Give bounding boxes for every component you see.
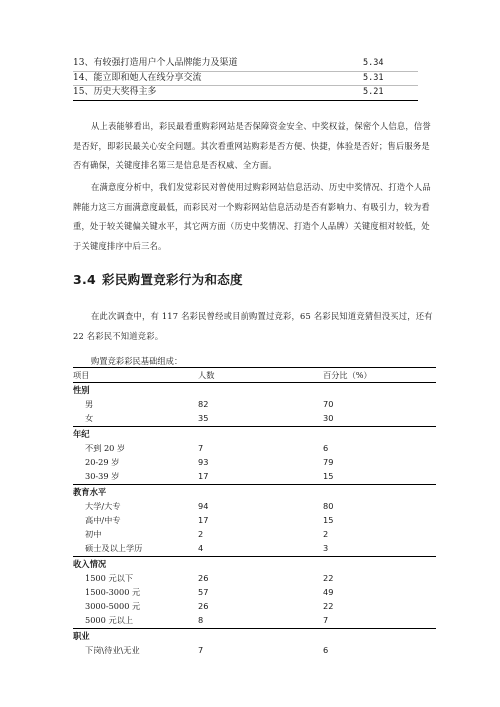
row-count: 17 [198,471,209,481]
row-count: 94 [198,501,209,511]
header-percent: 百分比（%） [323,370,372,380]
row-count: 7 [198,645,204,655]
section-title: 彩民购置竞彩行为和态度 [102,272,243,287]
paragraph-satisfaction-analysis: 在满意度分析中，我们发觉彩民对曾使用过购彩网站信息活动、历史中奖情况、打造个人品牌能力这三方面满意度最低，而彩民对一个购彩网站信息活动是否有影响力、有吸引力，较为看重，处于较关键偏关键水平，其它两方面（历史中奖情况、打造个人品牌）关键度相对较低，处于关键度排序中后三名。 [73,182,431,251]
table-row [73,571,436,585]
row-percent: 6 [323,645,329,655]
row-percent: 2 [323,529,329,539]
row-count: 2 [198,529,204,539]
row-value: 5.34 [363,58,384,68]
table-group [73,557,436,629]
table-row [73,513,436,527]
paragraph-survey-intro: 在此次调查中，有 117 名彩民曾经或目前购置过竞彩，65 名彩民知道竞猜但没买过，还有 22 名彩民不知道竞彩。 [73,311,433,341]
group-title: 职业 [73,631,90,641]
row-item: 硕士及以上学历 [85,543,143,553]
row-item: 高中/中专 [85,515,121,525]
table-row [73,585,436,599]
row-percent: 22 [323,601,334,611]
table-row [73,72,418,87]
table-row [73,57,418,72]
table-row [73,455,436,469]
table-row [73,397,436,411]
row-item: 5000 元以上 [85,615,134,625]
row-item: 1500 元以下 [85,573,134,583]
row-percent: 80 [323,501,334,511]
table-row [73,613,436,627]
group-title: 年纪 [73,429,90,439]
row-value: 5.31 [363,72,384,83]
row-count: 4 [198,543,204,553]
header-count: 人数 [198,370,215,380]
row-percent: 3 [323,543,329,553]
table-row [73,599,436,613]
row-percent: 49 [323,587,334,597]
group-title: 性别 [73,385,90,395]
row-label: 15、历史大奖得主多 [73,87,157,97]
row-count: 8 [198,615,204,625]
row-percent: 7 [323,615,329,625]
row-count: 35 [198,413,209,423]
table-row [73,86,418,101]
table-row [73,527,436,541]
row-item: 大学/大专 [85,501,121,511]
header-item: 项目 [73,370,90,380]
row-item: 1500-3000 元 [85,587,141,597]
table-row [73,499,436,513]
row-count: 26 [198,573,209,583]
row-count: 57 [198,587,209,597]
row-count: 17 [198,515,209,525]
table-group [73,427,436,485]
table-row [73,643,436,657]
row-item: 男 [85,399,94,409]
section-number: 3.4 [73,272,97,287]
table-group [73,629,436,658]
row-item: 30-39 岁 [85,471,120,481]
row-percent: 6 [323,443,329,453]
group-title: 收入情况 [73,559,107,569]
table-header-row [73,368,436,383]
group-title: 教育水平 [73,487,107,497]
group-title-row [73,485,436,499]
table-group [73,485,436,557]
row-count: 93 [198,457,209,467]
group-title-row [73,383,436,397]
row-label: 14、能立即和她人在线分享交流 [73,72,202,83]
row-percent: 22 [323,573,334,583]
row-item: 20-29 岁 [85,457,120,467]
section-heading [73,270,243,288]
importance-ranking-table [73,57,418,101]
row-item: 不到 20 岁 [85,443,126,453]
paragraph-importance-summary: 从上表能够看出，彩民最看重购彩网站是否保障资金安全、中奖权益，保密个人信息，信誉是否好，即彩民最关心安全问题。其次看重网站购彩是否方便、快捷，体验是否好；售后服务是否有确保，关键度排名第三是信息是否权威、全方面。 [73,121,431,170]
table-group [73,383,436,427]
row-item: 下岗\待业\无业 [85,645,140,655]
row-item: 初中 [85,529,102,539]
row-count: 7 [198,443,204,453]
row-item: 3000-5000 元 [85,601,141,611]
table-caption: 购置竞彩彩民基础组成： [91,356,183,366]
table-row [73,541,436,555]
row-percent: 15 [323,515,334,525]
row-percent: 30 [323,413,334,423]
group-title-row [73,427,436,441]
row-percent: 15 [323,471,334,481]
row-value: 5.21 [363,87,384,97]
row-label: 13、有较强打造用户个人品牌能力及渠道 [73,58,238,68]
group-title-row [73,629,436,643]
row-item: 女 [85,413,94,423]
table-row [73,441,436,455]
table-row [73,411,436,425]
row-percent: 79 [323,457,334,467]
table-row [73,469,436,483]
group-title-row [73,557,436,571]
row-count: 26 [198,601,209,611]
row-percent: 70 [323,399,334,409]
demographics-table [73,367,436,658]
row-count: 82 [198,399,209,409]
